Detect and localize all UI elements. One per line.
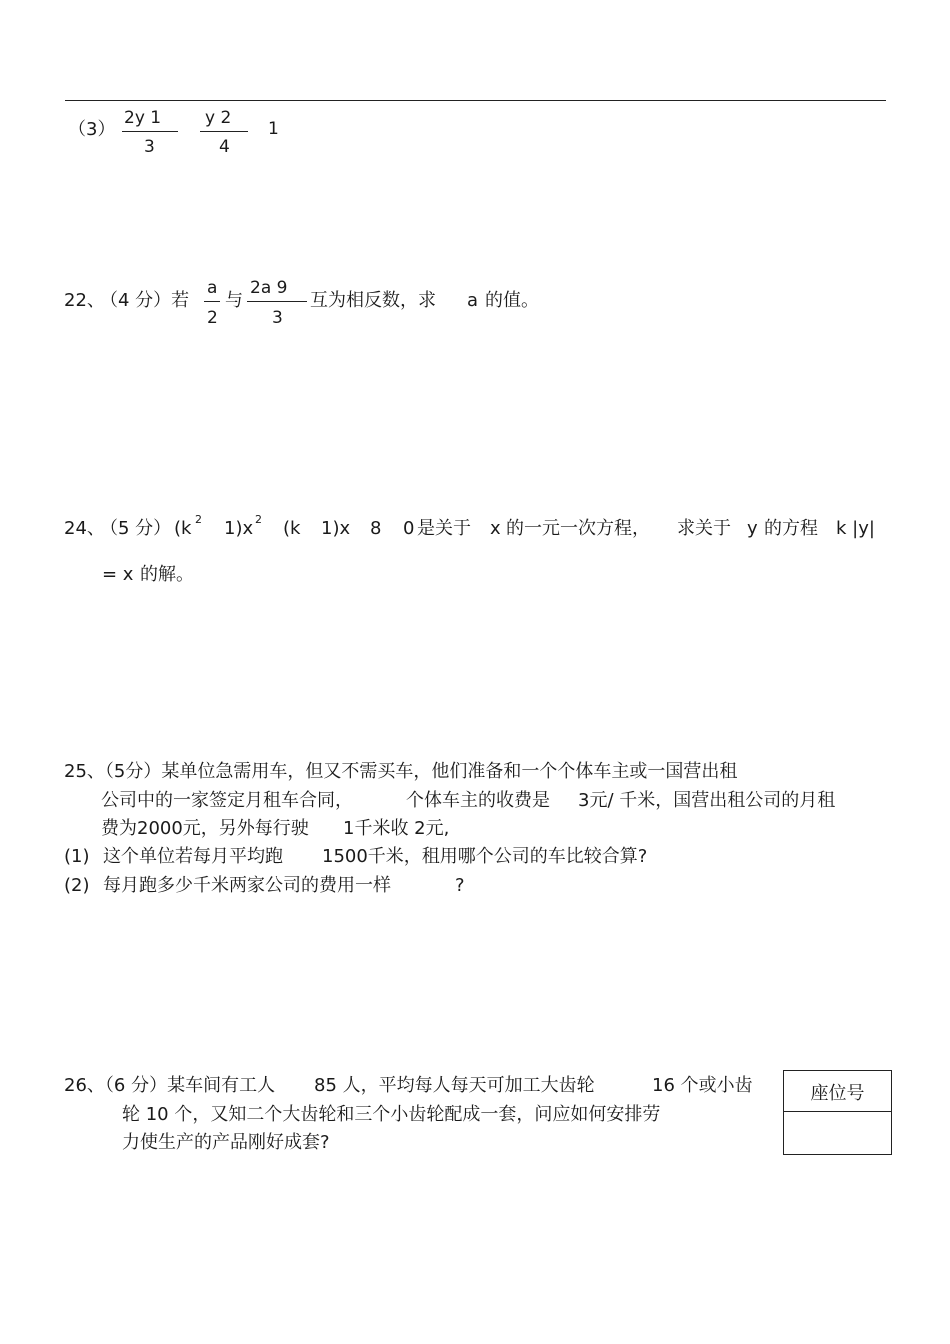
question-text: 互为相反数，求 <box>310 290 436 311</box>
question-line-3: 力使生产的产品刚好成套? <box>122 1132 330 1153</box>
connector-text: 与 <box>225 290 243 311</box>
question-line-1b: 85 人，平均每人每天可加工大齿轮 <box>314 1075 595 1096</box>
fraction-2-numerator: y 2 <box>205 108 232 128</box>
fraction-2-denominator: 3 <box>272 308 283 328</box>
question-number: 22、 <box>64 290 105 311</box>
superscript-2: 2 <box>195 513 202 526</box>
question-line-3b: 1千米收 2元, <box>343 818 450 839</box>
fraction-2-numerator: 2a 9 <box>250 278 288 298</box>
question-number: 24、 <box>64 518 105 539</box>
variable-a: a <box>467 290 479 311</box>
question-line-2b: 个体车主的收费是 <box>406 790 550 811</box>
question-line-2a: 公司中的一家签定月租车合同， <box>101 790 353 811</box>
expr-equals-x: = x <box>102 564 134 585</box>
question-line-2: 轮 10 个，又知二个大齿轮和三个小齿轮配成一套，问应如何安排劳 <box>122 1104 661 1125</box>
question-line-1: 25、（5分）某单位急需用车，但又不需买车，他们准备和一个个体车主或一国营出租 <box>64 761 738 782</box>
expr-k-paren: (k <box>174 518 192 539</box>
header-rule <box>65 100 886 101</box>
question-text-end: 的解。 <box>140 564 194 585</box>
question-text: 是关于 <box>417 518 471 539</box>
fraction-1-denominator: 2 <box>207 308 218 328</box>
subquestion-2-text-a: 每月跑多少千米两家公司的费用一样 <box>103 875 391 896</box>
fraction-2-bar <box>200 131 248 132</box>
question-line-1a: 26、（6 分）某车间有工人 <box>64 1075 276 1096</box>
seat-number-divider <box>784 1111 891 1112</box>
question-text: 求关于 <box>677 518 731 539</box>
expr-8: 8 <box>370 518 382 539</box>
subquestion-2-text-b: ? <box>455 875 465 896</box>
question-text: 的一元一次方程， <box>506 518 650 539</box>
question-score: （4 分）若 <box>100 290 190 311</box>
expr-1x: 1)x <box>224 518 254 539</box>
fraction-1-denominator: 3 <box>144 137 155 157</box>
question-text: 的方程 <box>764 518 818 539</box>
equation-rhs: 1 <box>268 119 279 139</box>
fraction-2-denominator: 4 <box>219 137 230 157</box>
fraction-1-numerator: a <box>207 278 218 298</box>
subquestion-2-label: (2) <box>64 875 90 896</box>
question-line-2c: 3元/ 千米，国营出租公司的月租 <box>578 790 836 811</box>
seat-number-box <box>783 1070 892 1155</box>
subquestion-1-text-b: 1500千米，租用哪个公司的车比较合算? <box>322 846 648 867</box>
expr-k-paren-2: (k <box>283 518 301 539</box>
question-line-3a: 费为2000元，另外每行驶 <box>101 818 309 839</box>
fraction-1-bar <box>122 131 178 132</box>
expr-0: 0 <box>403 518 415 539</box>
fraction-1-bar <box>204 301 220 302</box>
subquestion-1-label: (1) <box>64 846 90 867</box>
variable-y: y <box>747 518 758 539</box>
fraction-2-bar <box>247 301 307 302</box>
subquestion-1-text-a: 这个单位若每月平均跑 <box>103 846 283 867</box>
expr-1x-2: 1)x <box>321 518 351 539</box>
part-label: （3） <box>68 119 116 140</box>
expr-k-abs-y: k |y| <box>836 518 875 539</box>
fraction-1-numerator: 2y 1 <box>124 108 162 128</box>
seat-number-label: 座位号 <box>810 1083 865 1104</box>
question-score: （5 分） <box>100 518 172 539</box>
variable-x: x <box>490 518 501 539</box>
question-text-end: 的值。 <box>485 290 539 311</box>
question-line-1c: 16 个或小齿 <box>652 1075 753 1096</box>
superscript-2: 2 <box>255 513 262 526</box>
